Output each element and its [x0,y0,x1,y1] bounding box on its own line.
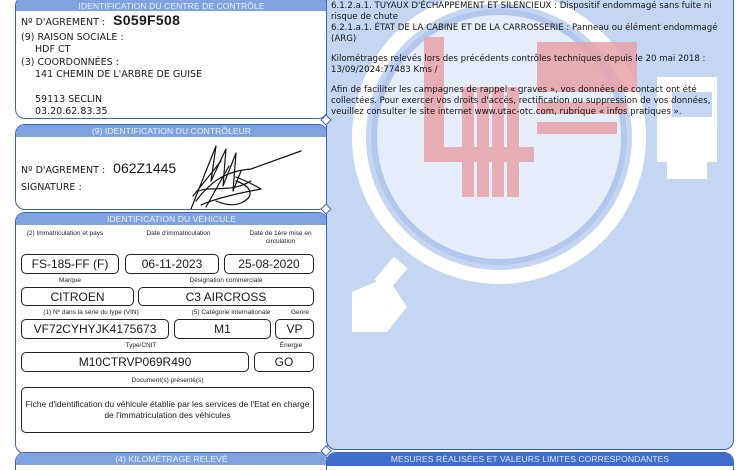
vehicule-panel [15,212,328,454]
coordonnees-label: (3) COORDONNÉES : [21,56,119,68]
defect-item: 6.1.2.a.1. TUYAUX D'ÉCHAPPEMENT ET SILENCIEUX : Dispositif endommagé sans fuite ni risque de chute [331,1,712,22]
signature-label: SIGNATURE : [21,182,82,193]
controleur-agrement-label: Nº D'AGREMENT : [21,165,106,176]
categorie-field: M1 [174,319,271,339]
controleur-agrement-value: 062Z1445 [113,160,177,176]
centre-agrement-label: Nº D'AGREMENT : [21,17,106,28]
label-date-immatriculation: Date d'immatriculation [146,230,211,237]
immatriculation-field: FS-185-FF (F) [21,254,119,274]
label-immatriculation: (2) Immatriculation et pays [26,230,104,237]
mesures-panel [326,452,734,470]
signature-icon [181,141,321,210]
label-marque: Marque [58,277,82,284]
kilometrages-history: Kilométrages relevés lors des précédents contrôles techniques depuis le 20 mai 2018 : 13/09/2024:77483 Kms / [331,54,706,75]
date-mise-circulation-field: 25-08-2020 [224,254,314,274]
label-vin: (1) Nº dans la série du type (VIN) [43,309,139,316]
vin-field: VF72CYHYJK4175673 [21,319,169,339]
marque-field: CITROEN [21,287,134,306]
centre-panel [15,0,328,119]
controleur-header: (9) IDENTIFICATION DU CONTRÔLEUR [16,125,327,137]
kilometrage-panel [15,452,328,470]
raison-sociale-value: HDF CT [35,44,71,55]
label-designation: Désignation commerciale [189,277,263,284]
centre-header: IDENTIFICATION DU CENTRE DE CONTRÔLE [16,0,327,11]
label-genre: Genre [290,309,310,316]
controleur-panel [15,124,328,210]
documents-field: Fiche d'identification du véhicule établie par les services de l'Etat en charge de l'immatriculation des véhicules [21,387,314,433]
label-energie: Énergie [279,342,303,349]
label-date-mise-circulation: Date de 1ère mise en circulation [249,230,312,245]
vehicule-header: IDENTIFICATION DU VÉHICULE [16,213,327,225]
genre-field: VP [275,319,314,339]
address-line-2: 59113 SECLIN [35,93,103,105]
phone: 03.20.62.83.35 [35,106,108,117]
energie-field: GO [254,352,314,372]
type-cnit-field: M10CTRVP069R490 [21,352,249,372]
designation-field: C3 AIRCROSS [138,287,314,306]
mesures-header: MESURES RÉALISÉES ET VALEURS LIMITES CORRESPONDANTES [327,453,733,466]
centre-agrement-value: S059F508 [113,12,181,28]
address-line-1: 141 CHEMIN DE L'ARBRE DE GUISE [35,69,203,80]
privacy-notice: Afin de faciliter les campagnes de rappel « graves », vos données de contact ont été collectées. Pour exercer vos droits d'accès, rectification ou suppression de vos données, veuillez consulter le site internet www.utac-otc.com, rubrique « infos pratiques ». [331,85,711,117]
raison-sociale-label: (9) RAISON SOCIALE : [21,31,124,43]
defect-item: 6.2.1.a.1. ÉTAT DE LA CABINE ET DE LA CARROSSERIE : Panneau ou élément endommagé (ARG) [331,23,718,44]
observations-panel [326,0,734,450]
label-documents: Document(s) présenté(s) [131,377,204,384]
label-type-cnit: Type/CNIT [125,342,157,349]
kilometrage-header: (4) KILOMÉTRAGE RELEVÉ [16,453,327,465]
label-categorie: (5) Catégorie internationale [191,309,271,316]
date-immatriculation-field: 06-11-2023 [125,254,219,274]
